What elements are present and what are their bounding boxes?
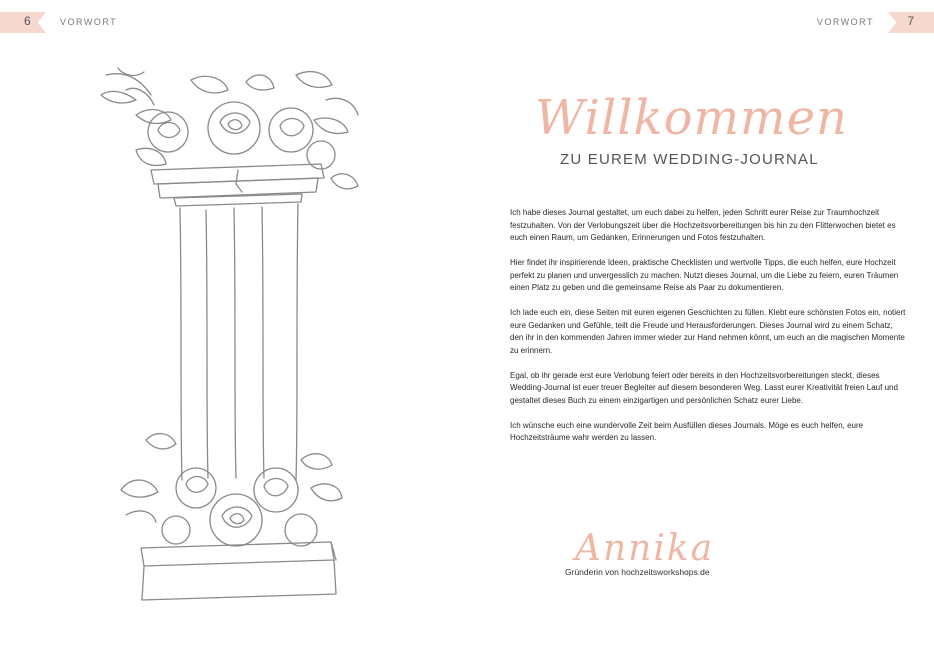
signature-caption: Gründerin von hochzeitsworkshops.de	[565, 567, 710, 577]
paragraph: Egal, ob ihr gerade erst eure Verlobung feiert oder bereits in den Hochzeitsvorbereitungen steckt, dieses Wedding-Journal ist euer treuer Begleiter auf diesem besonderen Weg. Lasst eurer Kreativität freien Lauf und gestaltet dieses Buch zu einem einzigartigen und persönlichen Schatz eurer Liebe.	[510, 370, 898, 405]
page-subtitle: ZU EUREM WEDDING-JOURNAL	[560, 151, 819, 168]
paragraph: Ich wünsche euch eine wundervolle Zeit beim Ausfüllen dieses Journals. Möge es euch helfen, eure Hochzeitsträume wahr werden zu lassen.	[510, 420, 864, 442]
page-number-right: 7	[907, 14, 914, 28]
paragraph: Ich lade euch ein, diese Seiten mit euren eigenen Geschichten zu füllen. Klebt eure schönsten Fotos ein, notiert eure Gedanken und Gefühle, teilt die Freude und Herausforderungen. Dieses Journal wird zu einem Schatz, den ihr in den kommenden Jahren immer wieder zur Hand nehmen könnt, um euch an die magischen Momente zu erinnern.	[510, 308, 906, 355]
running-title-left: VORWORT	[60, 17, 118, 27]
running-title-right: VORWORT	[816, 17, 874, 27]
flower-column-illustration-icon	[96, 60, 366, 620]
paragraph: Ich habe dieses Journal gestaltet, um euch dabei zu helfen, jeden Schritt eurer Reise zur Traumhochzeit festzuhalten. Von der Verlobungszeit über die Hochzeitsvorbereitungen bis hin zu den Flitterwochen bietet es euch einen Raum, um Gedanken, Erinnerungen und Fotos festzuhalten.	[510, 208, 896, 242]
foreword-text	[510, 207, 908, 457]
signature-name: Annika	[575, 528, 715, 569]
page-title-script: Willkommen	[535, 90, 848, 146]
bottom-flowers	[121, 434, 342, 546]
top-flowers	[101, 68, 358, 189]
paragraph: Hier findet ihr inspirierende Ideen, praktische Checklisten und wertvolle Tipps, die euch helfen, eure Hochzeit perfekt zu planen und unvergesslich zu machen. Nutzt dieses Journal, um die Liebe zu feiern, euren Träumen einen Platz zu geben und die gemeinsame Reise als Paar zu dokumentieren.	[510, 258, 899, 292]
page-tab-left	[0, 12, 46, 33]
page-number-left: 6	[24, 14, 31, 28]
